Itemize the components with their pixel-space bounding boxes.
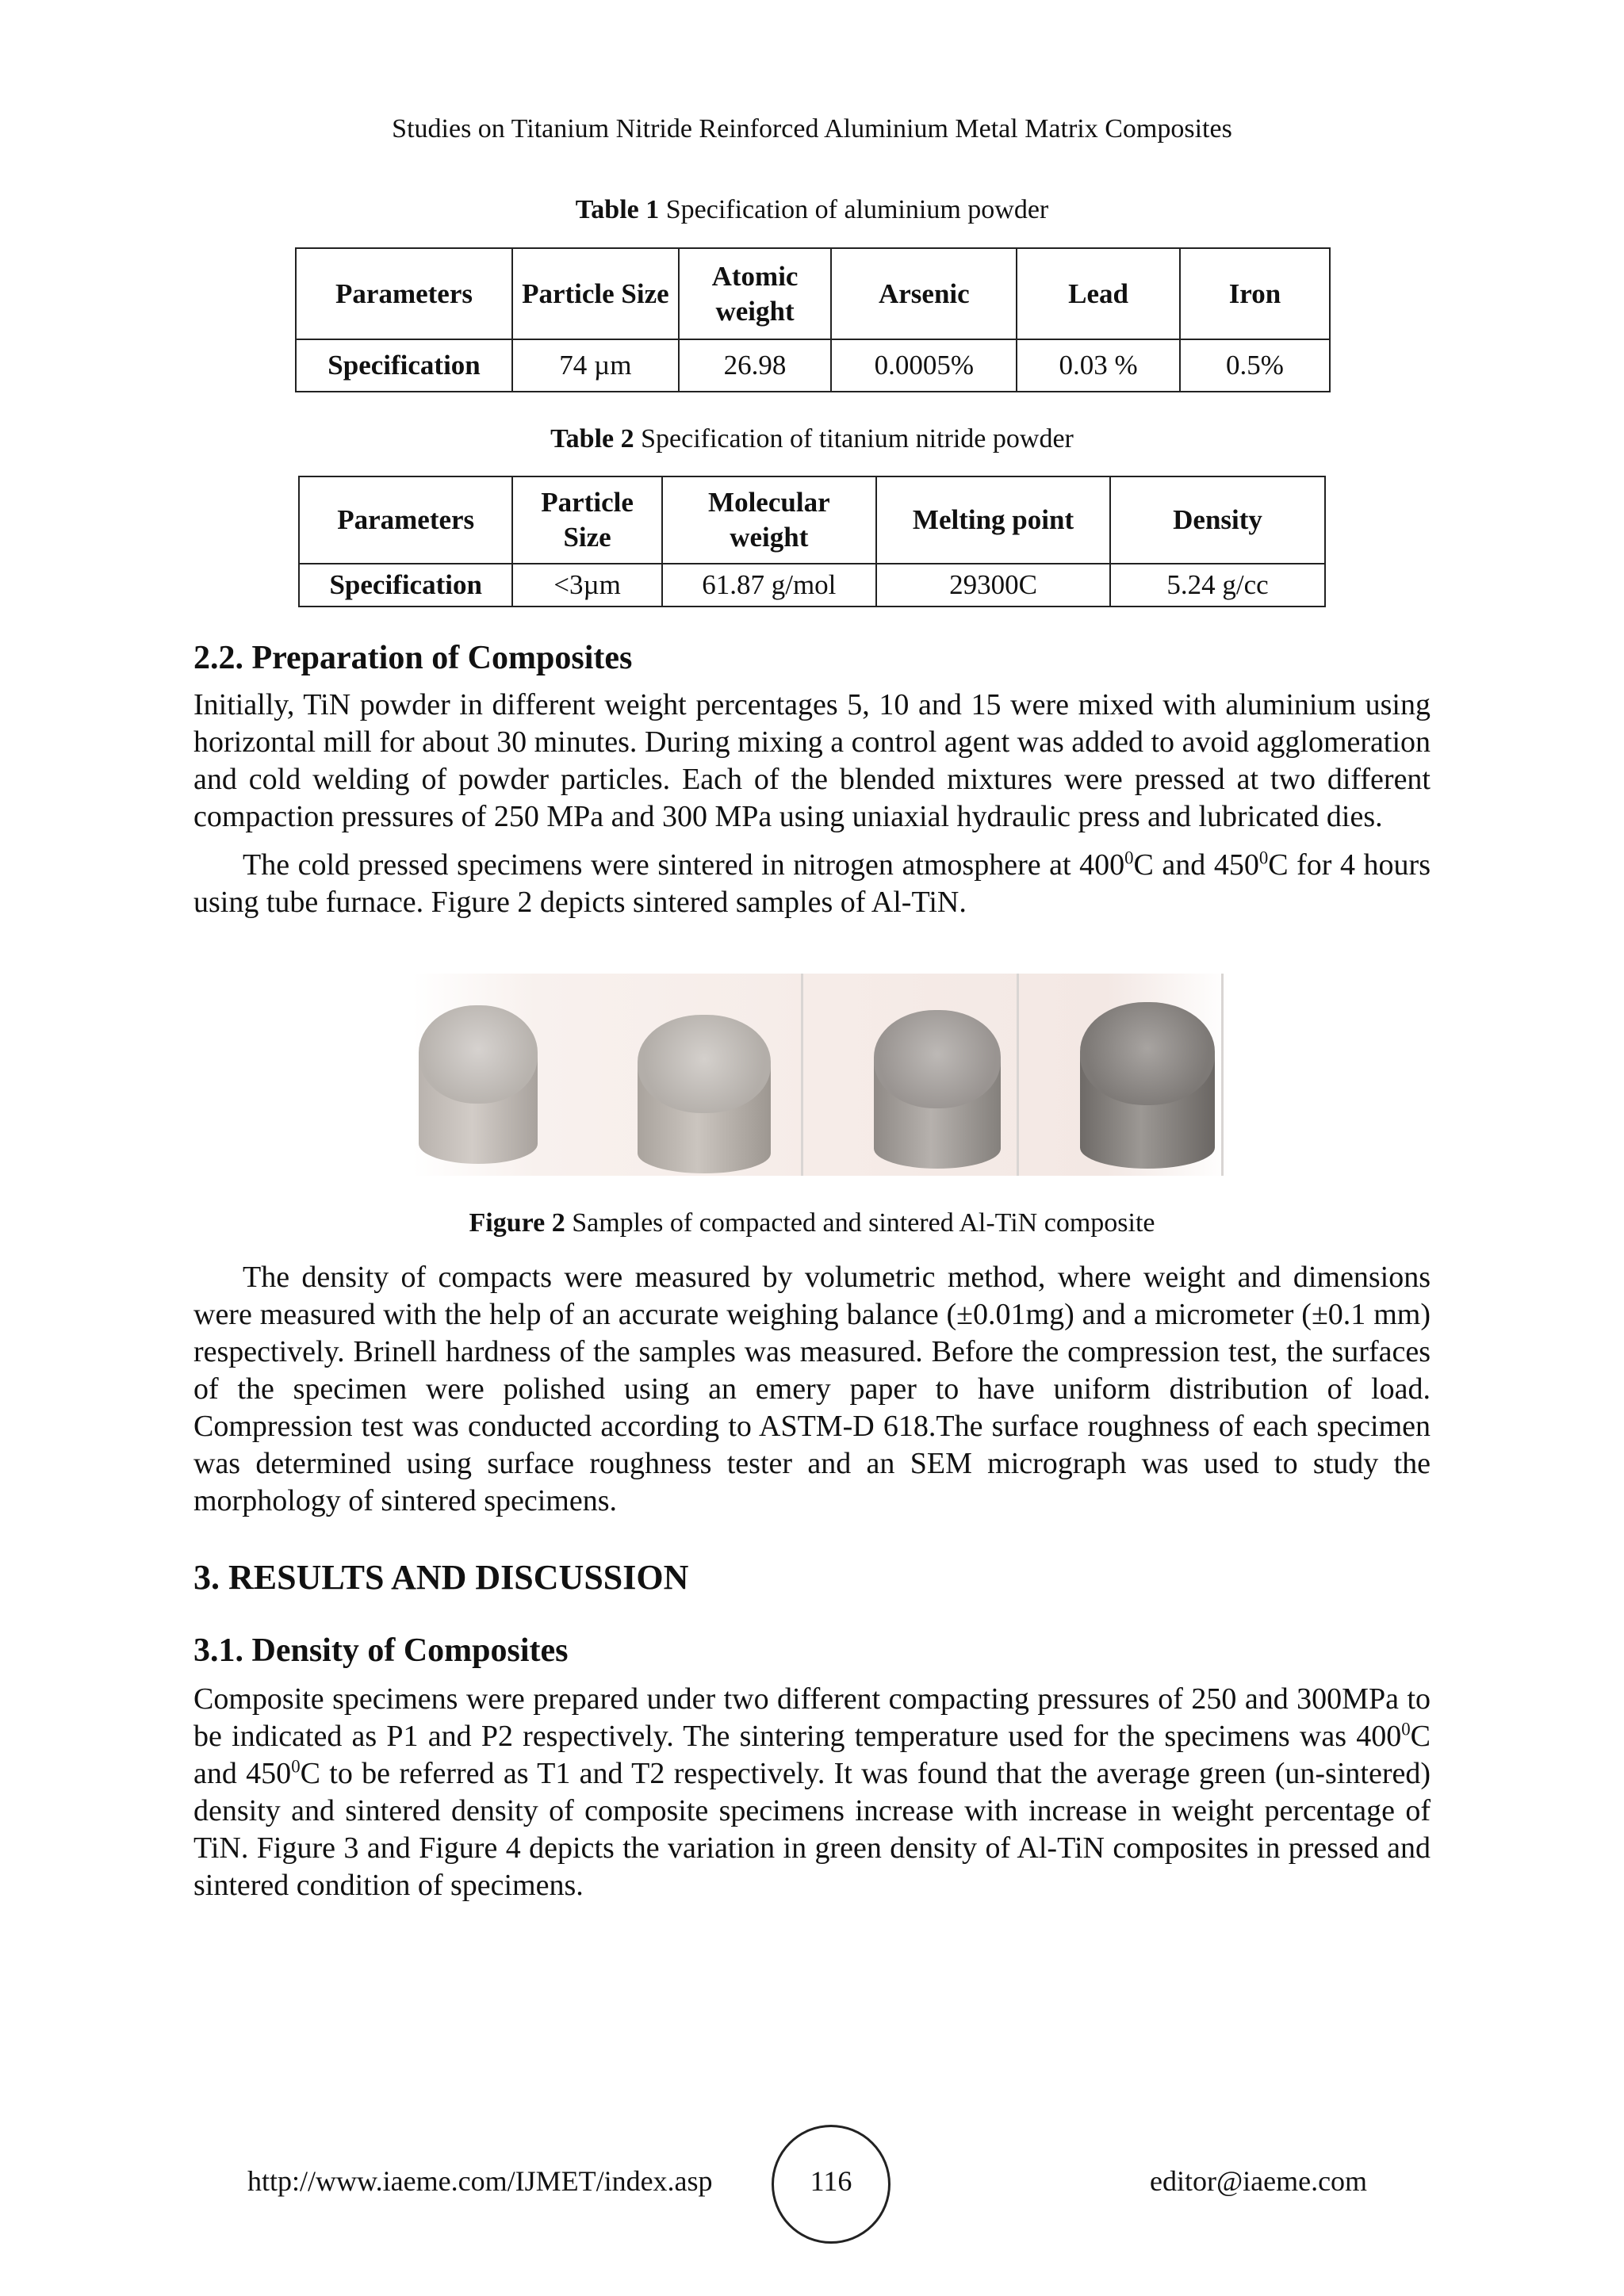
table2-header-cell: Melting point [876,476,1110,564]
table1 [295,247,1331,392]
table1-cell: 0.5% [1180,339,1330,392]
table2-header-cell: Particle Size [512,476,661,564]
figure2-photo [412,974,1229,1176]
superscript: 0 [1124,848,1134,868]
table2-header-cell: Molecular weight [662,476,876,564]
photo-divider [801,974,803,1176]
table1-header-row [296,248,1330,339]
table1-cell: 74 µm [512,339,679,392]
table1-header-cell: Lead [1017,248,1180,339]
table2-header-row [299,476,1325,564]
paragraph [193,847,1431,921]
text-run: Composite specimens were prepared under two different compacting pressures of 250 and 300MPa to be indicated as P1 and P2 respectively. The sintering temperature used for the specimens was 400 [193,1682,1431,1753]
table1-header-cell: Particle Size [512,248,679,339]
subsection-heading: 3.1. Density of Composites [193,1632,569,1669]
section-heading: 2.2. Preparation of Composites [193,640,633,676]
text-run: The cold pressed specimens were sintered in nitrogen atmosphere at 400 [243,848,1125,882]
photo-divider [1221,974,1224,1176]
superscript: 0 [1401,1719,1411,1739]
sample-cylinder-4 [1080,1002,1215,1169]
figure2-caption-text: Samples of compacted and sintered Al-TiN composite [565,1208,1155,1238]
footer-url-link[interactable]: http://www.iaeme.com/IJMET/index.asp [247,2165,713,2197]
table2-label: Table 2 [550,424,634,453]
table1-header-cell: Atomic weight [679,248,832,339]
superscript: 0 [291,1756,301,1777]
table1-row-label: Specification [296,339,512,392]
table1-cell: 26.98 [679,339,832,392]
section-2-2-body [193,687,1431,921]
table2-row-label: Specification [299,564,512,607]
density-method-body [193,1259,1431,1520]
text-run: C to be referred as T1 and T2 respectively. It was found that the average green (un-sintered) density and sintered density of composite specimens increase with increase in weight percentage of TiN. Figure 3 and Figure 4 depicts the variation in green density of Al-TiN composites in pressed and sintered condition of specimens. [193,1757,1431,1902]
text-run: C for 4 hours using tube furnace. Figure 2 depicts sintered samples of Al-TiN. [193,848,1431,919]
section-3-1-body [193,1681,1431,1904]
paragraph [193,1681,1431,1904]
table1-data-row [296,339,1330,392]
table1-label: Table 1 [575,195,660,224]
table2-header-cell: Density [1110,476,1325,564]
figure2-caption [0,1208,1624,1238]
sample-cylinder-1 [419,1005,538,1164]
table1-caption [0,195,1624,225]
table1-header-cell: Parameters [296,248,512,339]
table1-cell: 0.0005% [831,339,1017,392]
table1-caption-text: Specification of aluminium powder [659,195,1049,224]
text-run: C and 450 [1133,848,1259,882]
footer-email-link[interactable]: editor@iaeme.com [1150,2165,1368,2197]
paragraph: The density of compacts were measured by volumetric method, where weight and dimensions were measured with the help of an accurate weighing balance (±0.01mg) and a micrometer (±0.1 mm) respectively. Brinell hardness of the samples was measured. Before the compression test, the surfaces of the specimen were polished using an emery paper to have uniform distribution of load. Compression test was conducted according to ASTM-D 618.The surface roughness of each specimen was determined using surface roughness tester and an SEM micrograph was used to study the morphology of sintered specimens. [193,1261,1431,1517]
table2-cell: 29300C [876,564,1110,607]
table2-header-cell: Parameters [299,476,512,564]
photo-divider [1017,974,1019,1176]
text-run: C and 450 [193,1720,1431,1790]
section-heading: 3. RESULTS AND DISCUSSION [193,1558,689,1597]
sample-cylinder-2 [638,1015,771,1173]
table1-cell: 0.03 % [1017,339,1180,392]
paragraph: Initially, TiN powder in different weight percentages 5, 10 and 15 were mixed with aluminium using horizontal mill for about 30 minutes. During mixing a control agent was added to avoid agglomeration and cold welding of powder particles. Each of the blended mixtures were pressed at two different compaction pressures of 250 MPa and 300 MPa using uniaxial hydraulic press and lubricated dies. [193,688,1431,833]
table2-cell: 61.87 g/mol [662,564,876,607]
page-number: 116 [810,2165,852,2197]
sample-cylinder-3 [874,1010,1001,1169]
running-head: Studies on Titanium Nitride Reinforced Aluminium Metal Matrix Composites [392,114,1232,144]
table2-cell: 5.24 g/cc [1110,564,1325,607]
superscript: 0 [1258,848,1269,868]
table1-header-cell: Iron [1180,248,1330,339]
figure2-label: Figure 2 [469,1208,565,1238]
table2 [298,476,1326,607]
table2-caption-text: Specification of titanium nitride powder [634,424,1074,453]
table2-cell: <3µm [512,564,661,607]
table1-header-cell: Arsenic [831,248,1017,339]
table2-caption [0,424,1624,454]
table2-data-row [299,564,1325,607]
